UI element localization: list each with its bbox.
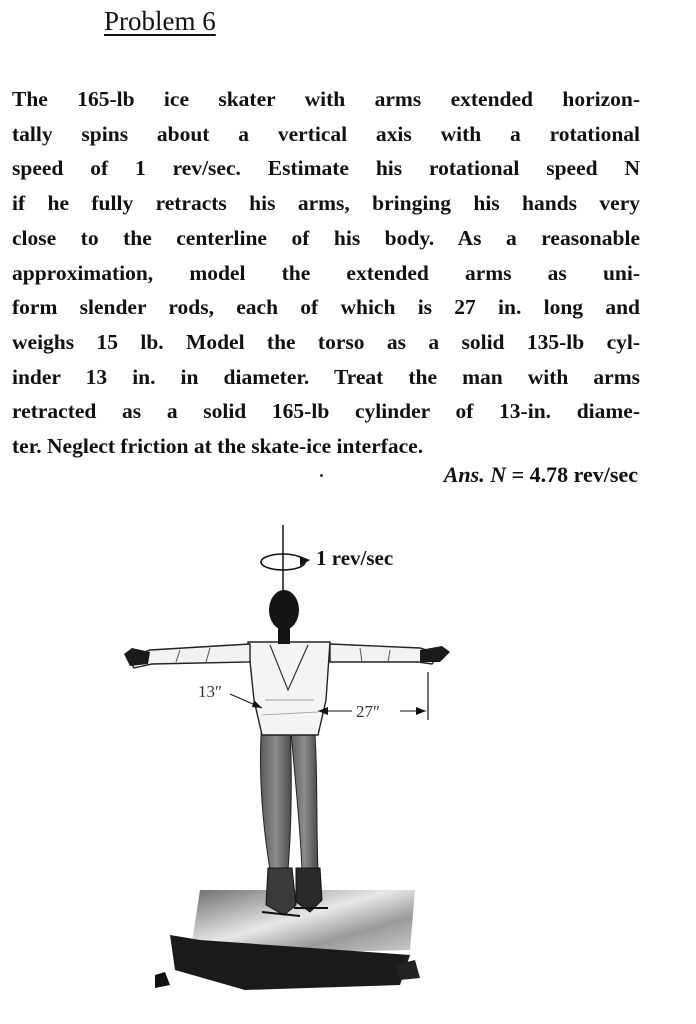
rotation-axis (261, 525, 310, 592)
rotation-arrow-icon (300, 556, 310, 566)
answer-line (444, 462, 638, 488)
statement-line: approximation, model the extended arms as uni- (12, 260, 640, 285)
arm-length-label: 27″ (356, 702, 381, 721)
problem-title: Problem 6 (104, 6, 216, 36)
answer-label: Ans. (443, 462, 485, 487)
statement-line: tally spins about a vertical axis with a rotational (12, 121, 640, 146)
skater-torso (248, 642, 330, 735)
statement-line: retracted as a solid 165-lb cylinder of 13-in. diame- (12, 399, 640, 424)
right-hand-icon (420, 646, 450, 662)
statement-line: weighs 15 lb. Model the torso as a solid 135-lb cyl- (12, 329, 640, 354)
skater-figure (0, 510, 696, 1024)
answer-value: 4.78 rev/sec (529, 462, 638, 487)
statement-line: form slender rods, each of which is 27 in. long and (12, 295, 640, 320)
skater-legs (260, 720, 328, 916)
statement-line: if he fully retracts his arms, bringing his hands very (12, 191, 640, 216)
rotation-speed-label: 1 rev/sec (316, 546, 394, 570)
answer-equals: = (511, 462, 525, 487)
statement-line: The 165-lb ice skater with arms extended horizon- (12, 87, 640, 111)
statement-line: speed of 1 rev/sec. Estimate his rotational speed N (12, 156, 640, 181)
statement-line: close to the centerline of his body. As a reasonable (12, 225, 640, 250)
statement-line: inder 13 in. in diameter. Treat the man with arms (12, 364, 640, 389)
problem-statement (12, 82, 640, 464)
torso-diameter-label: 13″ (198, 682, 223, 701)
statement-line: ter. Neglect friction at the skate-ice interface. (12, 434, 424, 459)
skater-head (269, 590, 299, 644)
stray-dot (320, 474, 323, 477)
answer-variable: N (490, 462, 507, 487)
